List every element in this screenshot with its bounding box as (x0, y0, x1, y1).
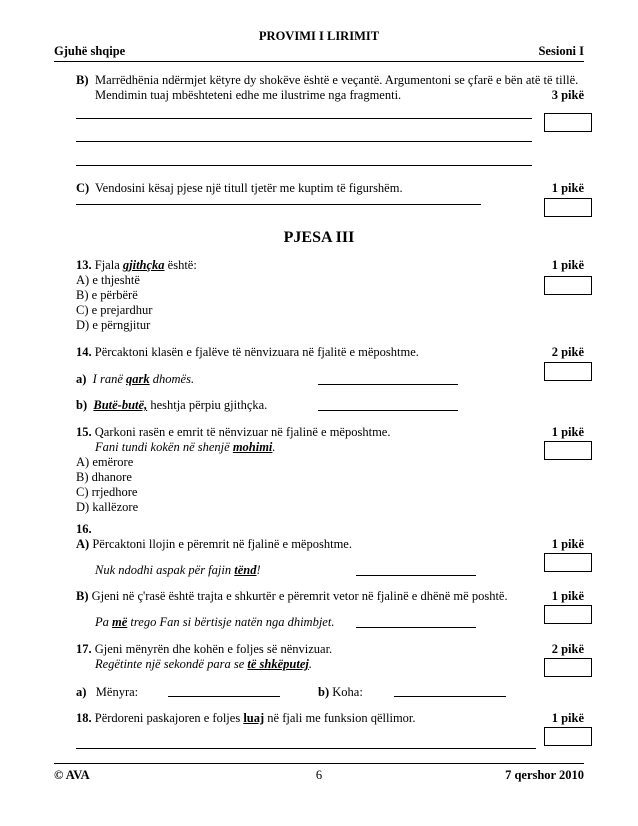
q-c-points: 1 pikë (551, 181, 584, 195)
q-c-text: Vendosini kësaj pjese një titull tjetër me kuptim të figurshëm. (95, 181, 403, 195)
q16-a-score-box[interactable] (544, 553, 592, 572)
q15-option-c[interactable]: C) rrjedhore (76, 485, 138, 499)
q14-score-box[interactable] (544, 362, 592, 381)
q18-post: në fjali me funksion qëllimor. (264, 711, 416, 725)
q16-number: 16. (76, 522, 92, 536)
q17-a-text: Mënyra: (95, 685, 139, 699)
q14-a-answer-line[interactable] (318, 384, 458, 385)
q14-points: 2 pikë (551, 345, 584, 359)
q-b-text-1: Marrëdhënia ndërmjet këtyre dy shokëve është e veçantë. Argumentoni se çfarë e bën atë të tillë. (95, 73, 579, 87)
q-b-points: 3 pikë (551, 88, 584, 102)
q14-b (76, 398, 267, 413)
section-heading: PJESA III (283, 229, 355, 246)
q-b-answer-line-3[interactable] (76, 165, 532, 166)
q15-points: 1 pikë (551, 425, 584, 439)
q17-b-text: Koha: (332, 685, 363, 699)
q17-score-box[interactable] (544, 658, 592, 677)
footer-date: 7 qershor 2010 (505, 768, 584, 782)
q16-a-sentence (95, 563, 261, 578)
q15-option-a[interactable]: A) emërore (76, 455, 134, 469)
q16-b-sentence-post: trego Fan si bërtisje natën nga dhimbjet. (127, 615, 335, 629)
q17-sentence (95, 657, 312, 672)
q13-option-a[interactable]: A) e thjeshtë (76, 273, 140, 287)
footer-rule (54, 763, 584, 764)
q18-pre: Përdoreni paskajoren e foljes (94, 711, 244, 725)
header-rule (54, 61, 584, 62)
q16-a-sentence-post: ! (256, 563, 261, 577)
q17-b (318, 685, 363, 700)
q14-a-label: a) (76, 372, 87, 386)
q14-b-label: b) (76, 398, 88, 412)
q14-a (76, 372, 194, 387)
q-c-answer-line[interactable] (76, 204, 481, 205)
q14-question: Përcaktoni klasën e fjalëve të nënvizuara në fjalitë e mëposhtme. (94, 345, 419, 359)
q17-sentence-pre: Regëtinte një sekondë para se (95, 657, 248, 671)
q15-number: 15. (76, 425, 92, 439)
q13-number: 13. (76, 258, 92, 272)
q17-a (76, 685, 138, 700)
q16-b-question: Gjeni në ç'rasë është trajta e shkurtër e përemrit vetor në fjalinë e dhënë më poshtë. (91, 589, 508, 603)
q17-question: Gjeni mënyrën dhe kohën e foljes së nënvizuar. (94, 642, 333, 656)
q16-b-answer-line[interactable] (356, 627, 476, 628)
q17-b-label: b) (318, 685, 330, 699)
q14-b-answer-line[interactable] (318, 410, 458, 411)
q15-question: Qarkoni rasën e emrit të nënvizuar në fjalinë e mëposhtme. (94, 425, 391, 439)
q16-a-text (76, 537, 352, 552)
q13-text (76, 258, 197, 273)
q14-b-word: Butë-butë, (93, 398, 148, 412)
q14-a-post: dhomës. (149, 372, 195, 386)
q13-score-box[interactable] (544, 276, 592, 295)
q16-a-label: A) (76, 537, 90, 551)
q-c-label: C) (76, 181, 90, 195)
q18-score-box[interactable] (544, 727, 592, 746)
q16-b-label: B) (76, 589, 89, 603)
q17-sentence-post: . (308, 657, 312, 671)
q-b-text-2: Mendimin tuaj mbështeteni edhe me ilustrime nga fragmenti. (95, 88, 402, 102)
q16-a-points: 1 pikë (551, 537, 584, 551)
q13-word: gjithçka (122, 258, 165, 272)
q15-sentence (95, 440, 276, 455)
q14-a-word: qark (126, 372, 150, 386)
q14-b-post: heshtja përpiu gjithçka. (147, 398, 268, 412)
q13-option-c[interactable]: C) e prejardhur (76, 303, 153, 317)
q13-post: është: (164, 258, 197, 272)
q15-sentence-pre: Fani tundi kokën në shenjë (95, 440, 233, 454)
q-b-label: B) (76, 73, 89, 87)
q16-b-text (76, 589, 508, 604)
q16-a-answer-line[interactable] (356, 575, 476, 576)
q16-a-question: Përcaktoni llojin e përemrit në fjalinë e mëposhtme. (92, 537, 352, 551)
q17-text (76, 642, 332, 657)
q15-option-b[interactable]: B) dhanore (76, 470, 132, 484)
q17-sentence-word: të shkëputej (247, 657, 309, 671)
q18-number: 18. (76, 711, 92, 725)
q16-a-sentence-word: tënd (234, 563, 257, 577)
q17-points: 2 pikë (551, 642, 584, 656)
q17-a-answer-line[interactable] (168, 696, 280, 697)
q13-points: 1 pikë (551, 258, 584, 272)
q16-b-sentence (95, 615, 334, 630)
q-b-answer-line-1[interactable] (76, 118, 532, 119)
q15-sentence-word: mohimi (232, 440, 273, 454)
q16-a-sentence-pre: Nuk ndodhi aspak për fajin (95, 563, 235, 577)
q16-b-score-box[interactable] (544, 605, 592, 624)
q-b-answer-line-2[interactable] (76, 141, 532, 142)
session-label: Sesioni I (538, 44, 584, 58)
footer-copyright: © AVA (54, 768, 90, 782)
q18-answer-line[interactable] (76, 748, 536, 749)
q15-sentence-post: . (272, 440, 276, 454)
q-b-score-box[interactable] (544, 113, 592, 132)
q13-pre: Fjala (94, 258, 123, 272)
page-number: 6 (315, 768, 323, 782)
q18-word: luaj (243, 711, 265, 725)
q14-number: 14. (76, 345, 92, 359)
q18-text (76, 711, 416, 726)
q15-score-box[interactable] (544, 441, 592, 460)
q14-text (76, 345, 419, 360)
q16-b-sentence-pre: Pa (95, 615, 113, 629)
q17-number: 17. (76, 642, 92, 656)
q16-b-sentence-word: më (112, 615, 128, 629)
q17-a-label: a) (76, 685, 87, 699)
q13-option-b[interactable]: B) e përbërë (76, 288, 138, 302)
q15-text (76, 425, 390, 440)
q15-option-d[interactable]: D) kallëzore (76, 500, 139, 514)
q16-b-points: 1 pikë (551, 589, 584, 603)
q13-option-d[interactable]: D) e përngjitur (76, 318, 151, 332)
subject-label: Gjuhë shqipe (54, 44, 126, 58)
q17-b-answer-line[interactable] (394, 696, 506, 697)
q14-a-pre: I ranë (92, 372, 126, 386)
q-c-score-box[interactable] (544, 198, 592, 217)
q18-points: 1 pikë (551, 711, 584, 725)
exam-title: PROVIMI I LIRIMIT (258, 29, 380, 43)
